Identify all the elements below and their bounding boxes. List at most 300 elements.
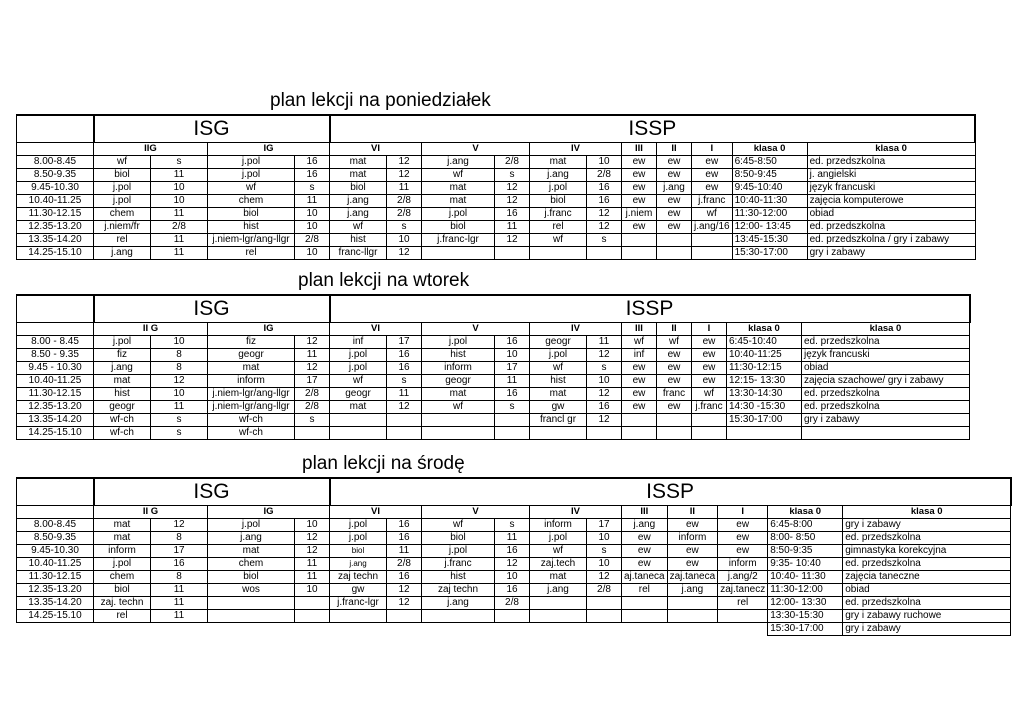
lesson-cell: 12 bbox=[587, 208, 622, 221]
lesson-cell: j.ang bbox=[330, 558, 387, 571]
lesson-cell: 11 bbox=[151, 208, 208, 221]
lesson-cell bbox=[387, 610, 422, 623]
lesson-cell: j.ang bbox=[422, 156, 495, 169]
lesson-cell bbox=[802, 427, 970, 440]
lesson-cell: 16 bbox=[587, 182, 622, 195]
lesson-cell: inf bbox=[330, 336, 387, 349]
lesson-cell: 10:40- 11:30 bbox=[768, 571, 843, 584]
lesson-cell: 6:45-8:00 bbox=[768, 519, 843, 532]
class-header: klasa 0 bbox=[843, 506, 1011, 519]
lesson-row bbox=[17, 571, 1011, 584]
lesson-cell: ew bbox=[622, 401, 657, 414]
lesson-cell: 13:30-15:30 bbox=[768, 610, 843, 623]
lesson-cell: 2/8 bbox=[387, 558, 422, 571]
lesson-cell: 2/8 bbox=[387, 195, 422, 208]
lesson-cell: s bbox=[295, 182, 330, 195]
lesson-cell: ew bbox=[622, 388, 657, 401]
lesson-cell: 12 bbox=[387, 156, 422, 169]
lesson-cell: 13:30-14:30 bbox=[727, 388, 802, 401]
lesson-cell: inform bbox=[667, 532, 718, 545]
lesson-cell: 12 bbox=[295, 532, 330, 545]
lesson-cell: ed. przedszkolna / gry i zabawy bbox=[807, 234, 975, 247]
lesson-cell: j.ang/16 bbox=[692, 221, 733, 234]
lesson-cell: s bbox=[387, 375, 422, 388]
lesson-cell: 15:30-17:00 bbox=[732, 247, 807, 260]
class-header: V bbox=[422, 506, 530, 519]
lesson-cell: 10 bbox=[151, 388, 208, 401]
lesson-cell: 11 bbox=[151, 169, 208, 182]
class-header: II bbox=[667, 506, 718, 519]
group-isg: ISG bbox=[94, 295, 330, 323]
class-header: II bbox=[657, 323, 692, 336]
lesson-cell bbox=[208, 610, 295, 623]
lesson-cell: ew bbox=[622, 169, 657, 182]
group-header-row bbox=[17, 115, 976, 143]
lesson-cell: mat bbox=[208, 545, 295, 558]
lesson-cell: 2/8 bbox=[151, 221, 208, 234]
lesson-cell: biol bbox=[330, 182, 387, 195]
lesson-cell bbox=[622, 597, 668, 610]
lesson-cell: 10 bbox=[587, 558, 622, 571]
lesson-cell: j.niem-lgr/ang-llgr bbox=[208, 234, 295, 247]
lesson-cell: s bbox=[151, 414, 208, 427]
lesson-cell: 8:50-9:35 bbox=[768, 545, 843, 558]
lesson-cell: 10 bbox=[587, 532, 622, 545]
lesson-cell: j.ang bbox=[208, 532, 295, 545]
lesson-cell bbox=[495, 427, 530, 440]
day-title-wednesday: plan lekcji na środę bbox=[302, 453, 465, 474]
lesson-cell bbox=[330, 414, 387, 427]
lesson-cell bbox=[622, 427, 657, 440]
lesson-cell bbox=[692, 414, 727, 427]
lesson-row bbox=[17, 610, 1011, 623]
lesson-cell: geogr bbox=[330, 388, 387, 401]
lesson-cell: ew bbox=[657, 195, 692, 208]
lesson-cell: inform bbox=[422, 362, 495, 375]
time-cell: 8.50-9.35 bbox=[17, 169, 94, 182]
lesson-cell: język francuski bbox=[807, 182, 975, 195]
lesson-cell bbox=[295, 427, 330, 440]
time-cell: 11.30-12.15 bbox=[17, 388, 94, 401]
lesson-cell: 12 bbox=[387, 597, 422, 610]
lesson-cell: 12 bbox=[495, 195, 530, 208]
lesson-row bbox=[17, 336, 970, 349]
lesson-cell: 6:45-10:40 bbox=[727, 336, 802, 349]
class-header: II G bbox=[94, 323, 208, 336]
lesson-cell bbox=[208, 597, 295, 610]
lesson-cell: 11 bbox=[495, 221, 530, 234]
lesson-cell: 16 bbox=[387, 571, 422, 584]
class-header: VI bbox=[330, 506, 422, 519]
lesson-cell: s bbox=[495, 169, 530, 182]
lesson-cell: 2/8 bbox=[295, 234, 330, 247]
lesson-cell: wf bbox=[422, 169, 495, 182]
lesson-cell bbox=[587, 610, 622, 623]
lesson-cell: wf bbox=[330, 221, 387, 234]
lesson-cell: 12 bbox=[295, 545, 330, 558]
lesson-cell: 11 bbox=[495, 532, 530, 545]
timetable-monday bbox=[16, 114, 976, 260]
lesson-cell: ew bbox=[692, 362, 727, 375]
lesson-cell: j.pol bbox=[208, 156, 295, 169]
lesson-cell: j.pol bbox=[330, 532, 387, 545]
lesson-cell: zajęcia taneczne bbox=[843, 571, 1011, 584]
class-header-row bbox=[17, 323, 970, 336]
class-header-row bbox=[17, 143, 976, 156]
lesson-cell: ew bbox=[622, 182, 657, 195]
lesson-cell: ew bbox=[657, 169, 692, 182]
lesson-cell bbox=[622, 414, 657, 427]
empty-time-header bbox=[17, 143, 94, 156]
lesson-cell: 8:00- 8:50 bbox=[768, 532, 843, 545]
lesson-cell: j.pol bbox=[330, 349, 387, 362]
lesson-cell: j.pol bbox=[208, 519, 295, 532]
lesson-cell: 11 bbox=[151, 610, 208, 623]
lesson-cell: 2/8 bbox=[295, 401, 330, 414]
time-cell: 12.35-13.20 bbox=[17, 584, 94, 597]
lesson-cell: 10:40-11:25 bbox=[727, 349, 802, 362]
group-isg: ISG bbox=[94, 478, 330, 506]
lesson-cell: zaj. techn bbox=[94, 597, 151, 610]
time-cell: 11.30-12.15 bbox=[17, 208, 94, 221]
lesson-cell: inform bbox=[94, 545, 151, 558]
lesson-cell: j.ang bbox=[94, 247, 151, 260]
lesson-row bbox=[17, 195, 976, 208]
lesson-cell: ew bbox=[718, 545, 768, 558]
lesson-cell: 9:45-10:40 bbox=[732, 182, 807, 195]
lesson-cell: mat bbox=[422, 388, 495, 401]
empty-corner-cell bbox=[17, 115, 94, 143]
class-header-row bbox=[17, 506, 1011, 519]
lesson-cell: ew bbox=[692, 182, 733, 195]
lesson-cell: mat bbox=[208, 362, 295, 375]
lesson-cell: 11 bbox=[295, 349, 330, 362]
lesson-cell: ed. przedszkolna bbox=[807, 156, 975, 169]
lesson-cell: ed. przedszkolna bbox=[807, 221, 975, 234]
lesson-cell: chem bbox=[94, 208, 151, 221]
empty-corner-cell bbox=[17, 478, 94, 506]
lesson-cell: s bbox=[587, 362, 622, 375]
time-cell: 9.45-10.30 bbox=[17, 545, 94, 558]
lesson-cell: j.ang/2 bbox=[718, 571, 768, 584]
lesson-cell: 16 bbox=[295, 156, 330, 169]
lesson-cell: 6:45-8:50 bbox=[732, 156, 807, 169]
lesson-cell: 11 bbox=[587, 336, 622, 349]
lesson-cell: j.pol bbox=[94, 336, 151, 349]
lesson-cell bbox=[530, 610, 587, 623]
lesson-row bbox=[17, 362, 970, 375]
class-header: IV bbox=[530, 143, 622, 156]
lesson-cell: inform bbox=[530, 519, 587, 532]
lesson-cell: 17 bbox=[151, 545, 208, 558]
lesson-cell: 8 bbox=[151, 571, 208, 584]
lesson-cell: 2/8 bbox=[295, 388, 330, 401]
lesson-cell: 16 bbox=[295, 169, 330, 182]
lesson-cell: gimnastyka korekcyjna bbox=[843, 545, 1011, 558]
lesson-cell: francl gr bbox=[530, 414, 587, 427]
lesson-cell: 8 bbox=[151, 362, 208, 375]
lesson-cell: fiz bbox=[94, 349, 151, 362]
lesson-cell: mat bbox=[330, 156, 387, 169]
lesson-cell: j.pol bbox=[530, 349, 587, 362]
lesson-cell bbox=[622, 234, 657, 247]
lesson-cell: 16 bbox=[387, 519, 422, 532]
lesson-cell: gw bbox=[530, 401, 587, 414]
lesson-cell bbox=[587, 427, 622, 440]
lesson-cell: ed. przedszkolna bbox=[802, 401, 970, 414]
lesson-cell: wf-ch bbox=[94, 414, 151, 427]
class-header: klasa 0 bbox=[768, 506, 843, 519]
lesson-cell: geogr bbox=[94, 401, 151, 414]
lesson-cell: ew bbox=[657, 349, 692, 362]
lesson-cell: 12:00- 13:45 bbox=[732, 221, 807, 234]
lesson-cell: fiz bbox=[208, 336, 295, 349]
lesson-cell: j.pol bbox=[94, 195, 151, 208]
lesson-cell: j.pol bbox=[208, 169, 295, 182]
lesson-cell: zaj.tanecz bbox=[718, 584, 768, 597]
lesson-cell: ew bbox=[622, 558, 668, 571]
lesson-cell: 11 bbox=[151, 234, 208, 247]
extra-row bbox=[17, 623, 1011, 636]
time-cell: 12.35-13.20 bbox=[17, 401, 94, 414]
lesson-cell: mat bbox=[94, 375, 151, 388]
lesson-cell: j.franc-lgr bbox=[330, 597, 387, 610]
empty-time-header bbox=[17, 506, 94, 519]
lesson-cell: obiad bbox=[802, 362, 970, 375]
lesson-cell: j.pol bbox=[330, 519, 387, 532]
class-header: I bbox=[692, 143, 733, 156]
lesson-cell: ew bbox=[667, 545, 718, 558]
lesson-row bbox=[17, 156, 976, 169]
lesson-cell: 12 bbox=[587, 414, 622, 427]
lesson-cell: rel bbox=[94, 610, 151, 623]
timetable-tuesday bbox=[16, 294, 971, 440]
lesson-cell: 12 bbox=[587, 388, 622, 401]
class-header: klasa 0 bbox=[732, 143, 807, 156]
lesson-row bbox=[17, 234, 976, 247]
lesson-cell: 11 bbox=[151, 401, 208, 414]
lesson-cell: 12 bbox=[495, 558, 530, 571]
lesson-cell: 8 bbox=[151, 532, 208, 545]
lesson-cell: 11:30-12:00 bbox=[732, 208, 807, 221]
lesson-cell: s bbox=[587, 234, 622, 247]
time-cell: 14.25-15.10 bbox=[17, 610, 94, 623]
lesson-cell: j.ang bbox=[422, 597, 495, 610]
lesson-cell bbox=[295, 610, 330, 623]
lesson-cell: 11 bbox=[295, 558, 330, 571]
lesson-cell: ew bbox=[657, 156, 692, 169]
lesson-cell: geogr bbox=[422, 375, 495, 388]
class-header: klasa 0 bbox=[727, 323, 802, 336]
time-cell: 12.35-13.20 bbox=[17, 221, 94, 234]
lesson-cell bbox=[330, 427, 387, 440]
lesson-cell bbox=[495, 414, 530, 427]
lesson-cell: j.ang bbox=[530, 584, 587, 597]
lesson-cell: s bbox=[151, 156, 208, 169]
class-header: VI bbox=[330, 323, 422, 336]
lesson-cell: wf bbox=[530, 545, 587, 558]
lesson-cell bbox=[422, 610, 495, 623]
lesson-cell: wf bbox=[530, 362, 587, 375]
lesson-cell: rel bbox=[94, 234, 151, 247]
lesson-cell: wf-ch bbox=[94, 427, 151, 440]
class-header: VI bbox=[330, 143, 422, 156]
lesson-cell: 2/8 bbox=[587, 584, 622, 597]
lesson-cell: 10 bbox=[295, 584, 330, 597]
lesson-cell: j.pol bbox=[422, 208, 495, 221]
lesson-cell: hist bbox=[422, 571, 495, 584]
lesson-cell: inform bbox=[208, 375, 295, 388]
lesson-cell bbox=[587, 247, 622, 260]
lesson-cell: 12:00- 13:30 bbox=[768, 597, 843, 610]
lesson-cell: 12 bbox=[495, 182, 530, 195]
lesson-cell bbox=[422, 427, 495, 440]
lesson-cell: 8 bbox=[151, 349, 208, 362]
lesson-cell bbox=[692, 427, 727, 440]
lesson-cell: 12 bbox=[587, 349, 622, 362]
lesson-cell: 17 bbox=[495, 362, 530, 375]
lesson-cell: wf bbox=[422, 401, 495, 414]
lesson-cell: obiad bbox=[843, 584, 1011, 597]
lesson-cell: ew bbox=[657, 208, 692, 221]
lesson-cell: zajęcia komputerowe bbox=[807, 195, 975, 208]
lesson-cell bbox=[422, 247, 495, 260]
time-cell: 8.00-8.45 bbox=[17, 519, 94, 532]
lesson-cell: ew bbox=[667, 519, 718, 532]
lesson-cell bbox=[667, 610, 718, 623]
lesson-cell: hist bbox=[422, 349, 495, 362]
lesson-cell: 10 bbox=[295, 221, 330, 234]
lesson-cell: 13:45-15:30 bbox=[732, 234, 807, 247]
lesson-row bbox=[17, 221, 976, 234]
lesson-cell: ew bbox=[692, 169, 733, 182]
lesson-cell: gry i zabawy bbox=[843, 623, 1011, 636]
lesson-cell: 16 bbox=[495, 545, 530, 558]
class-header: II bbox=[657, 143, 692, 156]
empty-corner-cell bbox=[17, 295, 94, 323]
lesson-cell: gry i zabawy ruchowe bbox=[843, 610, 1011, 623]
lesson-cell bbox=[657, 234, 692, 247]
lesson-cell: wf bbox=[94, 156, 151, 169]
lesson-cell: 10 bbox=[295, 519, 330, 532]
lesson-cell: zaj.taneca bbox=[667, 571, 718, 584]
lesson-cell: wf-ch bbox=[208, 414, 295, 427]
lesson-cell: 15:30-17:00 bbox=[727, 414, 802, 427]
lesson-cell: wf bbox=[208, 182, 295, 195]
lesson-cell: 10:40-11:30 bbox=[732, 195, 807, 208]
lesson-cell: gry i zabawy bbox=[802, 414, 970, 427]
lesson-cell: mat bbox=[94, 532, 151, 545]
lesson-cell bbox=[330, 610, 387, 623]
lesson-cell bbox=[530, 427, 587, 440]
lesson-cell: wf bbox=[657, 336, 692, 349]
lesson-cell: 10 bbox=[151, 336, 208, 349]
lesson-cell: 17 bbox=[387, 336, 422, 349]
lesson-cell: rel bbox=[208, 247, 295, 260]
lesson-cell: franc-llgr bbox=[330, 247, 387, 260]
lesson-cell: biol bbox=[422, 221, 495, 234]
lesson-cell: ew bbox=[718, 519, 768, 532]
lesson-cell: 16 bbox=[495, 584, 530, 597]
lesson-cell: zajęcia szachowe/ gry i zabawy bbox=[802, 375, 970, 388]
lesson-cell: j.pol bbox=[530, 182, 587, 195]
lesson-cell: 10 bbox=[295, 208, 330, 221]
lesson-cell bbox=[667, 597, 718, 610]
lesson-cell: 12 bbox=[151, 375, 208, 388]
lesson-cell: 2/8 bbox=[587, 169, 622, 182]
lesson-cell: 10 bbox=[295, 247, 330, 260]
lesson-cell: j.franc bbox=[692, 401, 727, 414]
lesson-cell: biol bbox=[208, 571, 295, 584]
lesson-cell: ew bbox=[692, 156, 733, 169]
lesson-row bbox=[17, 597, 1011, 610]
lesson-cell: ew bbox=[657, 375, 692, 388]
lesson-cell: biol bbox=[530, 195, 587, 208]
lesson-cell: mat bbox=[94, 519, 151, 532]
lesson-cell: rel bbox=[530, 221, 587, 234]
lesson-cell: ew bbox=[657, 221, 692, 234]
class-header: III bbox=[622, 143, 657, 156]
lesson-cell: 16 bbox=[495, 336, 530, 349]
lesson-cell: j.pol bbox=[422, 336, 495, 349]
class-header: V bbox=[422, 143, 530, 156]
lesson-row bbox=[17, 427, 970, 440]
time-cell: 8.00 - 8.45 bbox=[17, 336, 94, 349]
lesson-row bbox=[17, 532, 1011, 545]
lesson-cell: 10 bbox=[495, 349, 530, 362]
time-cell: 14.25-15.10 bbox=[17, 427, 94, 440]
lesson-cell: 2/8 bbox=[387, 208, 422, 221]
lesson-cell: 16 bbox=[387, 349, 422, 362]
time-cell: 10.40-11.25 bbox=[17, 558, 94, 571]
lesson-cell: mat bbox=[530, 571, 587, 584]
lesson-cell: inform bbox=[718, 558, 768, 571]
lesson-cell: geogr bbox=[208, 349, 295, 362]
lesson-cell: ew bbox=[692, 349, 727, 362]
class-header: klasa 0 bbox=[802, 323, 970, 336]
lesson-cell: hist bbox=[94, 388, 151, 401]
lesson-cell: j.franc bbox=[422, 558, 495, 571]
lesson-cell: 12:15- 13:30 bbox=[727, 375, 802, 388]
lesson-cell: wf bbox=[622, 336, 657, 349]
lesson-row bbox=[17, 519, 1011, 532]
lesson-cell: s bbox=[295, 414, 330, 427]
lesson-row bbox=[17, 375, 970, 388]
lesson-cell: wos bbox=[208, 584, 295, 597]
class-header: IG bbox=[208, 143, 330, 156]
lesson-cell: 16 bbox=[387, 362, 422, 375]
lesson-cell: ed. przedszkolna bbox=[843, 532, 1011, 545]
lesson-row bbox=[17, 401, 970, 414]
group-header-row bbox=[17, 478, 1011, 506]
lesson-cell: 11 bbox=[387, 182, 422, 195]
time-cell: 11.30-12.15 bbox=[17, 571, 94, 584]
lesson-cell bbox=[718, 610, 768, 623]
lesson-cell: ew bbox=[622, 195, 657, 208]
lesson-cell: 10 bbox=[151, 195, 208, 208]
lesson-cell: biol bbox=[94, 169, 151, 182]
lesson-cell bbox=[495, 610, 530, 623]
class-header: klasa 0 bbox=[807, 143, 975, 156]
lesson-cell: chem bbox=[208, 558, 295, 571]
lesson-cell: gry i zabawy bbox=[807, 247, 975, 260]
lesson-row bbox=[17, 545, 1011, 558]
lesson-cell: j.niem/fr bbox=[94, 221, 151, 234]
lesson-cell: 11 bbox=[495, 375, 530, 388]
lesson-cell: 12 bbox=[387, 247, 422, 260]
lesson-cell: ew bbox=[657, 362, 692, 375]
lesson-cell: 17 bbox=[587, 519, 622, 532]
